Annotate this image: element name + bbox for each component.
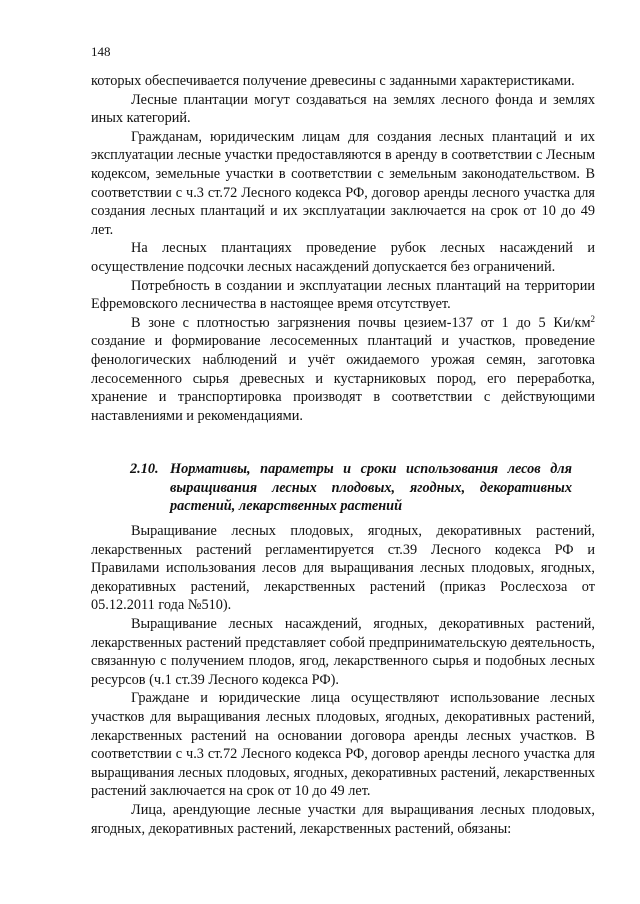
paragraph-plantation-lands: Лесные плантации могут создаваться на землях лесного фонда и землях иных категорий. (91, 91, 595, 127)
paragraph-entrepreneurship: Выращивание лесных насаждений, ягодных, декоративных растений, лекарственных растений представляет собой предпринимательскую деятельность, связанную с получением плодов, ягод, лекарственного сырья и подобных лесных ресурсов (ч.1 ст.39 Лесного кодекса РФ). (91, 615, 595, 688)
section-title-rest: выращивания лесных плодовых, ягодных, декоративных растений, лекарственных растений (170, 479, 572, 515)
unit-superscript: 2 (590, 313, 595, 324)
paragraph-plantation-need: Потребность в создании и эксплуатации лесных плантаций на территории Ефремовского лесничества в настоящее время отсутствует. (91, 277, 595, 313)
radiation-text-after: создание и формирование лесосеменных плантаций и участков, проведение фенологических наблюдений и учёт ожидаемого урожая семян, заготовка лесосеменного сырья древесных и кустарниковых пород, его переработка, хранение и транспортировка производят в соответствии с действующими наставлениями и рекомендациями. (91, 333, 595, 424)
section-title-line1: Нормативы, параметры и сроки использования лесов для (170, 461, 572, 477)
upper-text-block (91, 72, 595, 425)
section-number: 2.10. (130, 461, 159, 477)
paragraph-radiation-zone (91, 314, 595, 426)
paragraph-obligations: Лица, арендующие лесные участки для выращивания лесных плодовых, ягодных, декоративных растений, лекарственных растений, обязаны: (91, 801, 595, 837)
lower-text-block (91, 522, 595, 838)
paragraph-felling-tapping: На лесных плантациях проведение рубок лесных насаждений и осуществление подсочки лесных насаждений допускается без ограничений. (91, 240, 595, 275)
paragraph-lease-terms: Гражданам, юридическим лицам для создания лесных плантаций и их эксплуатации лесные участки предоставляются в аренду в соответствии с Лесным кодексом, земельные участки в соответствии с земельным законодательством. В соответствии с ч.3 ст.72 Лесного кодекса РФ, договор аренды лесного участка для создания лесных плантаций и их эксплуатации заключается на срок от 10 до 49 лет. (91, 128, 595, 238)
paragraph-regulation: Выращивание лесных плодовых, ягодных, декоративных растений, лекарственных растений регламентируется ст.39 Лесного кодекса РФ и Правилами использования лесов для выращивания лесных плодовых, ягодных, декоративных растений, лекарственных растений (приказ Рослесхоза от 05.12.2011 года №510). (91, 523, 595, 614)
section-heading-line1 (130, 460, 572, 479)
section-heading (130, 460, 572, 516)
page-number: 148 (91, 44, 111, 59)
radiation-text-before: В зоне с плотностью загрязнения почвы цезием-137 от 1 до 5 Ки/км (131, 314, 591, 331)
paragraph-continuation: которых обеспечивается получение древесины с заданными характеристиками. (91, 73, 575, 89)
paragraph-lease-agreement: Граждане и юридические лица осуществляют использование лесных участков для выращивания лесных плодовых, ягодных, декоративных растений, лекарственных растений на основании договора аренды лесных участков. В соответствии с ч.3 ст.72 Лесного кодекса РФ, договор аренды лесного участка для выращивания лесных плодовых, ягодных, декоративных растений, лекарственных растений заключается на срок от 10 до 49 лет. (91, 690, 595, 800)
